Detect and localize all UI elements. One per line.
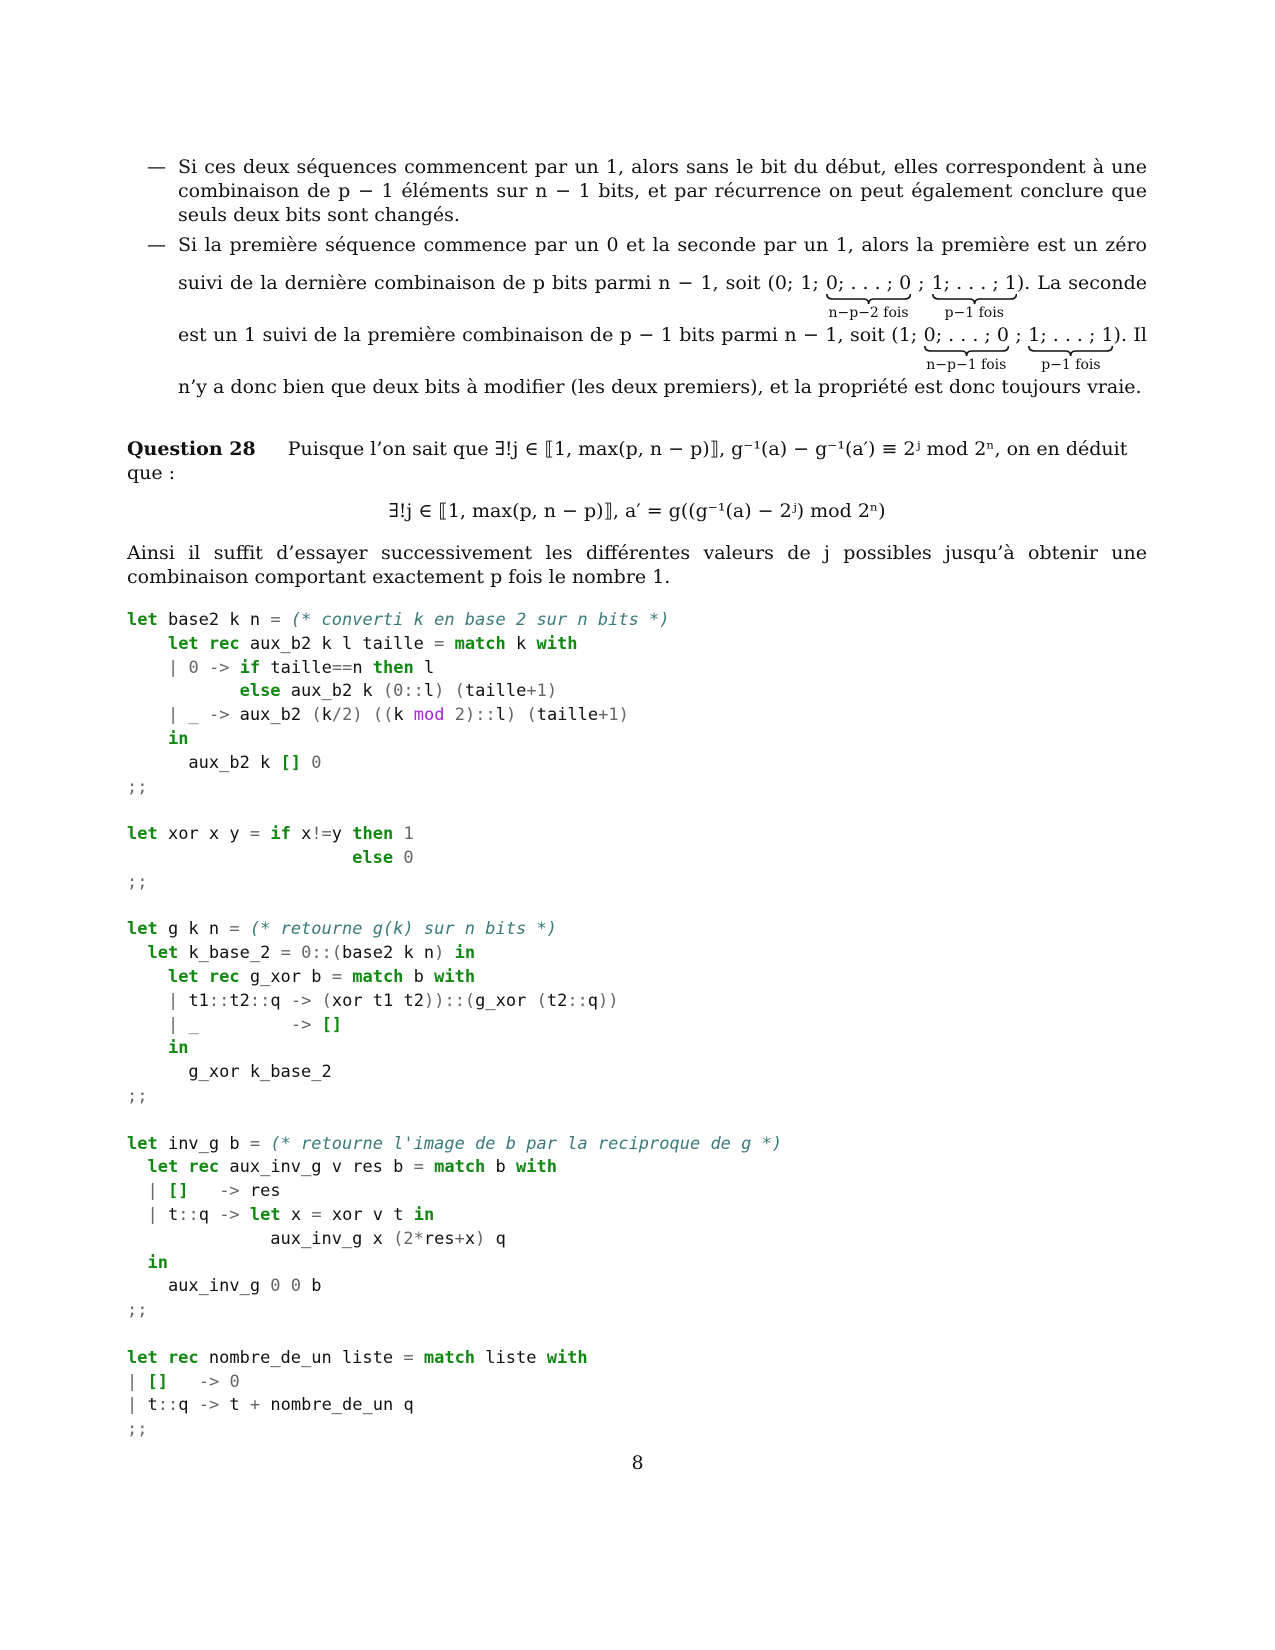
code-token: b [301,1276,322,1297]
code-token: res [239,1181,281,1202]
code-token: ( [382,681,394,702]
code-token: if [239,657,261,678]
code-token: :: [567,990,588,1011]
code-line [127,1299,1147,1323]
code-token [127,991,168,1011]
code-token: nombre_de_un q [260,1395,414,1416]
code-token: ( [526,705,537,726]
code-line [127,1156,1147,1180]
code-token: t2 [546,990,568,1011]
code-line [127,633,1147,657]
code-token: q [178,1395,199,1416]
code-token [127,705,168,725]
code-token: k_base_2 [178,943,281,964]
bullet-text-part: Si la première séquence commence par un 0 et la seconde par un 1, alors la première est un zéro suivi de la dernière combinaison de p bits parmi n − 1, soit (0; 1; [178,234,1147,294]
code-token [127,1015,168,1035]
code-line [127,799,1147,823]
code-token: b [403,966,435,987]
code-line [127,823,1147,847]
underbrace-icon [924,345,1009,357]
code-token: n [352,657,373,678]
code-line [127,1133,1147,1157]
code-token: then [352,824,394,845]
code-token [127,729,168,749]
code-token: nombre_de_un liste [198,1347,404,1368]
code-token: let [127,1133,158,1154]
underbrace-label: p−1 fois [944,305,1004,321]
page-number: 8 [631,1452,644,1474]
code-line [127,990,1147,1014]
code-token: ))::( [423,990,476,1011]
underbrace-label: n−p−2 fois [828,305,909,321]
code-token: * [413,1228,424,1249]
code-token: [] [280,752,302,773]
code-token: ::( [311,943,343,964]
code-line [127,657,1147,681]
underbrace-icon [826,293,911,305]
code-token: + [454,1228,465,1249]
code-token [199,658,209,678]
code-token [219,1372,229,1392]
code-token: 0 [403,847,414,868]
code-token: + [598,705,609,726]
code-token [137,1372,147,1392]
code-line [127,871,1147,895]
code-token: taille [536,705,599,726]
code-token: ( [321,990,332,1011]
code-token: :: [403,681,424,702]
code-token [444,681,454,701]
code-token: | [127,1371,138,1392]
code-token: in [454,943,476,964]
code-token: (* converti k en base 2 sur n bits *) [290,610,670,630]
code-token: let rec [167,966,240,987]
code-token: match [423,1347,476,1368]
code-token [127,1205,147,1225]
code-token: ) [618,705,629,726]
underbrace-content: 0; . . . ; 0 [825,272,912,294]
code-line [127,1228,1147,1252]
display-equation: ∃!j ∈ ⟦1, max(p, n − p)⟧, a′ = g((g⁻¹(a) − 2ʲ) mod 2ⁿ) [388,500,886,522]
underbrace-label: n−p−1 fois [926,357,1007,373]
code-token: else [239,681,281,702]
code-token: ( [454,681,465,702]
code-line [127,1037,1147,1061]
code-token: if [270,824,291,845]
code-token: = [413,1157,424,1178]
code-token: / [331,705,343,726]
code-line [127,1014,1147,1038]
code-token: in [167,728,189,749]
code-token: l [423,681,435,702]
bullet-dash: — [147,234,166,256]
code-token: ( [393,1228,404,1249]
code-token: 0 [393,681,404,702]
code-token [127,1253,147,1273]
code-token [311,1015,321,1035]
code-token: :: [178,1204,199,1225]
code-token: 2 [454,705,466,726]
code-line [127,1085,1147,1109]
code-token: == [331,657,353,678]
code-token: match [434,1157,486,1178]
code-line [127,1061,1147,1085]
code-token: :: [157,1395,179,1416]
code-token: ) [352,705,363,726]
code-token: with [546,1347,588,1368]
code-token: t1 [178,990,209,1011]
code-token: ;; [127,1300,148,1321]
code-token [127,943,147,963]
code-token: ;; [127,871,148,892]
code-line [127,752,1147,776]
code-token [301,753,311,773]
code-token: res [423,1228,455,1249]
code-token: 0 [229,1371,240,1392]
code-token [445,705,455,725]
code-token: _ [188,705,199,726]
code-token: with [516,1157,557,1178]
code-token [199,1015,291,1035]
underbrace-group [825,271,912,321]
code-token: ) [434,681,445,702]
code-token: aux_inv_g [127,1276,271,1297]
code-token: q [485,1228,506,1249]
code-token: q [198,1204,220,1225]
code-line [127,1347,1147,1371]
code-token: let [147,943,179,964]
code-token: | [147,1181,158,1202]
underbrace-group [1028,323,1114,373]
code-token: base2 k n [157,610,271,630]
code-token: = [229,919,240,940]
code-token: ) [475,1228,486,1249]
code-token: = [311,1204,322,1225]
code-token: 1 [403,824,414,845]
code-token [414,1348,424,1368]
code-line [127,1275,1147,1299]
code-token: l [413,657,435,678]
bullet-item [127,155,1147,227]
code-token: x [464,1228,476,1249]
code-token [199,705,209,725]
code-token: 1 [536,681,547,702]
code-token: ;; [127,776,148,797]
paragraph: Ainsi il suffit d’essayer successivement les différentes valeurs de j possibles jusqu’à obtenir une combinaison comportant exactement p fois le nombre 1. [127,542,1147,588]
code-token: (* retourne g(k) sur n bits *) [249,919,557,940]
code-token: aux_inv_g v res b [219,1157,414,1178]
code-token: | [167,990,179,1011]
code-token: taille [464,681,527,702]
code-token [127,1157,147,1177]
code-token: 0 [311,752,322,773]
code-token: _ [188,1014,199,1035]
code-line [127,704,1147,728]
code-token: -> [219,1204,240,1225]
page-content [127,155,1147,1442]
code-line [127,728,1147,752]
code-token: :: [208,990,230,1011]
code-token: t [157,1204,179,1225]
code-token: 1 [608,705,619,726]
underbrace-label: p−1 fois [1041,357,1101,373]
code-token: base2 k n [342,943,435,964]
code-line [127,1371,1147,1395]
underbrace-content: 1; . . . ; 1 [1028,324,1114,346]
code-token: ):: [465,705,496,726]
code-line [127,1204,1147,1228]
code-token: ;; [127,1419,148,1440]
code-token: g_xor k_base_2 [127,1062,332,1083]
code-token [127,1181,147,1201]
code-token: xor t1 t2 [331,990,424,1011]
code-token: [] [147,1371,168,1392]
code-token [444,943,454,963]
code-token: (( [372,705,394,726]
code-token [240,1205,250,1225]
code-token: let rec [147,1157,220,1178]
code-token: | [127,1395,138,1416]
code-token: 0 [188,657,199,678]
code-token [281,1276,291,1296]
underbrace-content: 0; . . . ; 0 [923,324,1009,346]
code-token [260,824,270,844]
bullet-dash: — [147,156,166,178]
code-token: 0 [270,1276,281,1297]
code-line [127,1109,1147,1133]
code-token [127,967,168,987]
code-token [393,848,403,868]
code-token: = [270,610,281,630]
code-token: aux_b2 k [280,681,383,702]
code-token: = [249,824,261,845]
code-line [127,1252,1147,1276]
code-token: k [505,633,537,654]
question-label: Question 28 [127,438,256,460]
code-token: x [280,1204,312,1225]
code-token [516,705,526,725]
code-token [393,824,403,844]
code-token [281,610,291,630]
code-token: q [587,990,599,1011]
code-token: = [249,1133,261,1154]
question-line [127,437,1147,485]
code-token: + [249,1395,261,1416]
code-line [127,1394,1147,1418]
code-token: t2 [229,990,250,1011]
code-token [158,1181,168,1201]
code-token: with [536,633,578,654]
code-token: q [270,990,291,1011]
question-text: Puisque l’on sait que ∃!j ∈ ⟦1, max(p, n − p)⟧, g⁻¹(a) − g⁻¹(a′) ≡ 2ʲ mod 2ⁿ, on en déduit que : [127,438,1128,484]
code-token [444,634,454,654]
code-token: ) [505,705,517,726]
code-token: taille [260,657,332,678]
code-token [168,1372,199,1392]
code-token: xor v t [321,1204,414,1225]
code-token: x [290,824,312,845]
code-token: match [352,966,404,987]
underbrace-icon [932,293,1017,305]
code-token: match [454,633,506,654]
bullet-text: Si ces deux séquences commencent par un 1, alors sans le bit du début, elles correspondent à une combinaison de p − 1 éléments sur n − 1 bits, et par récurrence on peut également conclure que seuls deux bits sont changés. [178,156,1147,226]
code-token: = [331,966,342,987]
underbrace-group [923,323,1009,373]
code-token [342,967,352,987]
code-token: then [372,657,414,678]
code-line [127,1418,1147,1442]
code-token: != [311,824,332,845]
code-token: [] [167,1181,189,1202]
code-token: | [167,1014,179,1035]
code-token: l [495,705,506,726]
code-token: (* retourne l'image de b par la reciproque de g *) [270,1133,783,1154]
code-token: -> [198,1395,220,1416]
code-line [127,895,1147,919]
bullet-item [127,233,1147,413]
code-token: in [147,1252,168,1273]
code-token: -> [219,1181,240,1202]
code-token [188,1181,219,1201]
code-token [178,705,188,725]
underbrace-icon [1028,345,1113,357]
code-token: g_xor b [239,966,332,987]
separator: ; [1008,324,1029,346]
code-token: k [321,705,332,726]
code-token [127,634,168,654]
code-token: aux_b2 k [127,752,281,773]
code-token: aux_b2 k l taille [239,633,435,654]
code-token: let rec [127,1347,199,1368]
code-line [127,1180,1147,1204]
code-token [229,658,239,678]
bullet-text-part: ). La seconde est un 1 suivi de la première combinaison de p − 1 bits parmi n − 1, soit (1; [178,272,1148,346]
code-token: )) [598,990,619,1011]
underbrace-content: 1; . . . ; 1 [931,272,1017,294]
bullet-text-part: ). Il n’y a donc bien que deux bits à modifier (les deux premiers), et la propriété est donc toujours vraie. [178,324,1147,398]
code-token: 2 [342,705,353,726]
code-token [291,943,301,963]
code-token: let [127,610,158,630]
code-token: ;; [127,1085,148,1106]
code-token: [] [321,1014,343,1035]
code-token: -> [208,657,230,678]
code-token: mod [413,705,445,726]
code-token [363,705,373,725]
code-token: -> [290,1014,312,1035]
code-block [127,609,1147,1442]
code-token: xor x y [157,824,250,845]
code-token [127,1038,168,1058]
code-token: ) [434,943,445,964]
code-token: k [393,705,414,726]
code-token: = [280,943,291,964]
code-token: 2 [403,1228,414,1249]
code-token: aux_inv_g x [127,1228,394,1249]
code-token: g_xor [475,990,537,1011]
separator: ; [911,272,932,294]
code-token [178,658,188,678]
code-token: -> [290,990,312,1011]
code-line [127,1323,1147,1347]
code-token: b [485,1157,517,1178]
code-token: ( [536,990,547,1011]
code-token: g k n [157,919,230,940]
code-token: -> [208,705,230,726]
code-line [127,680,1147,704]
code-token: t [219,1395,250,1416]
code-token: let [127,919,158,940]
code-token: inv_g b [157,1133,250,1154]
code-line [127,942,1147,966]
code-token: liste [475,1347,547,1368]
code-token: let rec [167,633,240,654]
code-token: | [167,657,179,678]
code-line [127,847,1147,871]
code-token: in [167,1038,189,1059]
code-token [260,1134,270,1154]
code-token: 0 [301,943,312,964]
underbrace-group [931,271,1017,321]
code-line [127,966,1147,990]
code-token [127,658,168,678]
code-token: aux_b2 [229,705,312,726]
code-token: ) [546,681,558,702]
code-token: in [413,1204,435,1225]
code-token [424,1157,434,1177]
code-token: 0 [290,1276,302,1297]
code-token: = [434,633,445,654]
code-token [240,919,250,939]
code-token: + [526,681,537,702]
code-line [127,776,1147,800]
code-token: ( [311,705,322,726]
code-token [178,1015,188,1035]
code-token: y [331,824,353,845]
code-line [127,609,1147,633]
code-token: | [167,705,179,726]
code-token: :: [249,990,271,1011]
code-token: with [434,966,476,987]
code-token: = [403,1347,414,1368]
code-line [127,918,1147,942]
code-token: | [147,1204,158,1225]
code-token: -> [198,1371,220,1392]
code-token: else [352,847,394,868]
code-token: let [249,1204,281,1225]
code-token [311,991,321,1011]
code-token: let [127,824,158,845]
code-token [127,681,240,701]
code-token: t [137,1395,158,1416]
code-token [127,848,352,868]
